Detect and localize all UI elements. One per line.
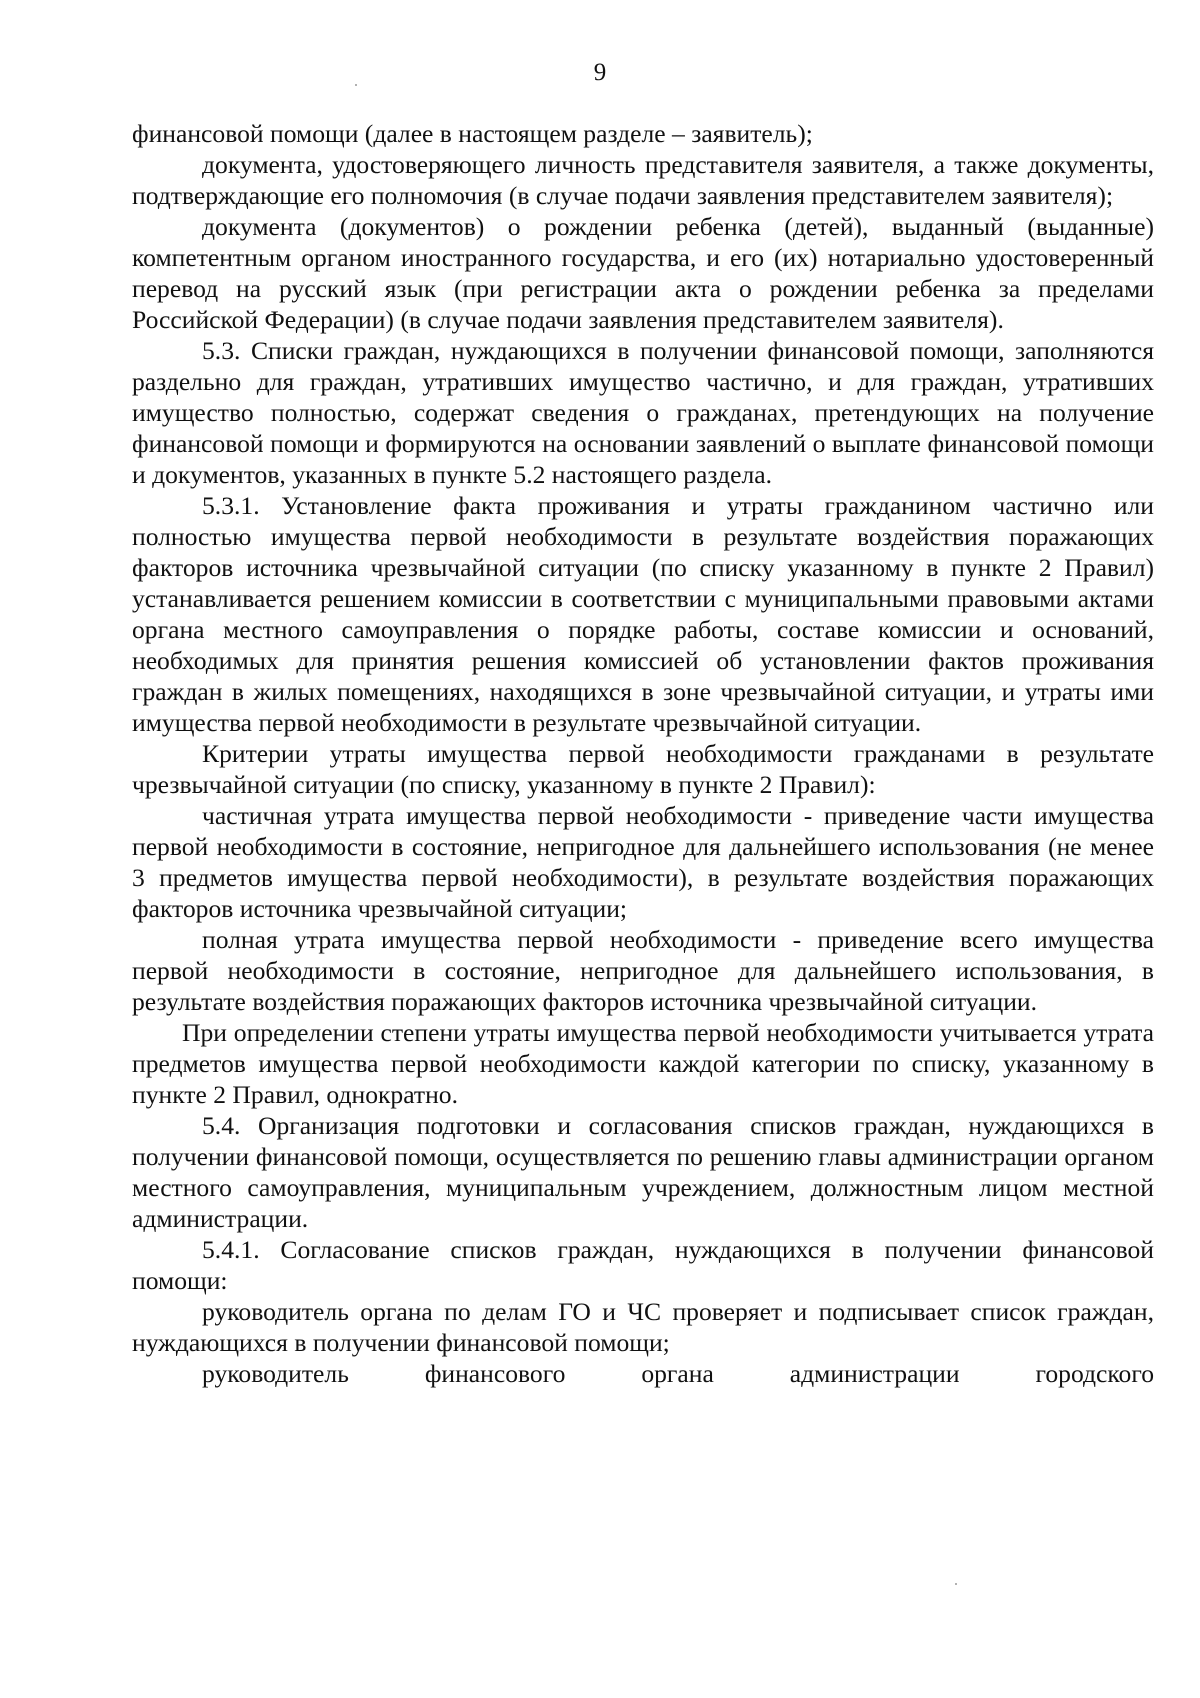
- paragraph: 5.4. Организация подготовки и согласования списков граждан, нуждающихся в получении финансовой помощи, осуществляется по решению главы администрации органом местного самоуправления, муниципальным учреждением, должностным лицом местной администрации.: [132, 1111, 1154, 1233]
- paragraph: полная утрата имущества первой необходимости - приведение всего имущества первой необходимости в состояние, непригодное для дальнейшего использования, в результате воздействия поражающих факторов источника чрезвычайной ситуации.: [132, 925, 1154, 1016]
- document-body: [132, 118, 1154, 1389]
- paragraph: частичная утрата имущества первой необходимости - приведение части имущества первой необходимости в состояние, непригодное для дальнейшего использования (не менее 3 предметов имущества первой необходимости), в результате воздействия поражающих факторов источника чрезвычайной ситуации;: [132, 801, 1154, 923]
- scan-speck: [955, 1583, 957, 1585]
- paragraph: документа, удостоверяющего личность представителя заявителя, а также документы, подтверждающие его полномочия (в случае подачи заявления представителем заявителя);: [132, 150, 1154, 210]
- paragraph: 5.3.1. Установление факта проживания и утраты гражданином частично или полностью имущества первой необходимости в результате воздействия поражающих факторов источника чрезвычайной ситуации (по списку указанному в пункте 2 Правил) устанавливается решением комиссии в соответствии с муниципальными правовыми актами органа местного самоуправления о порядке работы, составе комиссии и оснований, необходимых для принятия решения комиссией об установлении фактов проживания граждан в жилых помещениях, находящихся в зоне чрезвычайной ситуации, и утраты ими имущества первой необходимости в результате чрезвычайной ситуации.: [132, 491, 1154, 737]
- paragraph: руководитель финансового органа администрации городского: [202, 1359, 1154, 1388]
- scan-speck: [355, 84, 357, 86]
- paragraph: При определении степени утраты имущества первой необходимости учитывается утрата предметов имущества первой необходимости каждой категории по списку, указанному в пункте 2 Правил, однократно.: [132, 1018, 1154, 1109]
- paragraph: финансовой помощи (далее в настоящем разделе – заявитель);: [132, 119, 813, 148]
- paragraph: руководитель органа по делам ГО и ЧС проверяет и подписывает список граждан, нуждающихся в получении финансовой помощи;: [132, 1297, 1154, 1357]
- paragraph: 5.3. Списки граждан, нуждающихся в получении финансовой помощи, заполняются раздельно для граждан, утративших имущество частично, и для граждан, утративших имущество полностью, содержат сведения о гражданах, претендующих на получение финансовой помощи и формируются на основании заявлений о выплате финансовой помощи и документов, указанных в пункте 5.2 настоящего раздела.: [132, 336, 1154, 489]
- paragraph: Критерии утраты имущества первой необходимости гражданами в результате чрезвычайной ситуации (по списку, указанному в пункте 2 Правил):: [132, 739, 1154, 799]
- page-number: 9: [593, 59, 607, 86]
- paragraph: 5.4.1. Согласование списков граждан, нуждающихся в получении финансовой помощи:: [132, 1235, 1154, 1295]
- paragraph: документа (документов) о рождении ребенка (детей), выданный (выданные) компетентным органом иностранного государства, и его (их) нотариально удостоверенный перевод на русский язык (при регистрации акта о рождении ребенка за пределами Российской Федерации) (в случае подачи заявления представителем заявителя).: [132, 212, 1154, 334]
